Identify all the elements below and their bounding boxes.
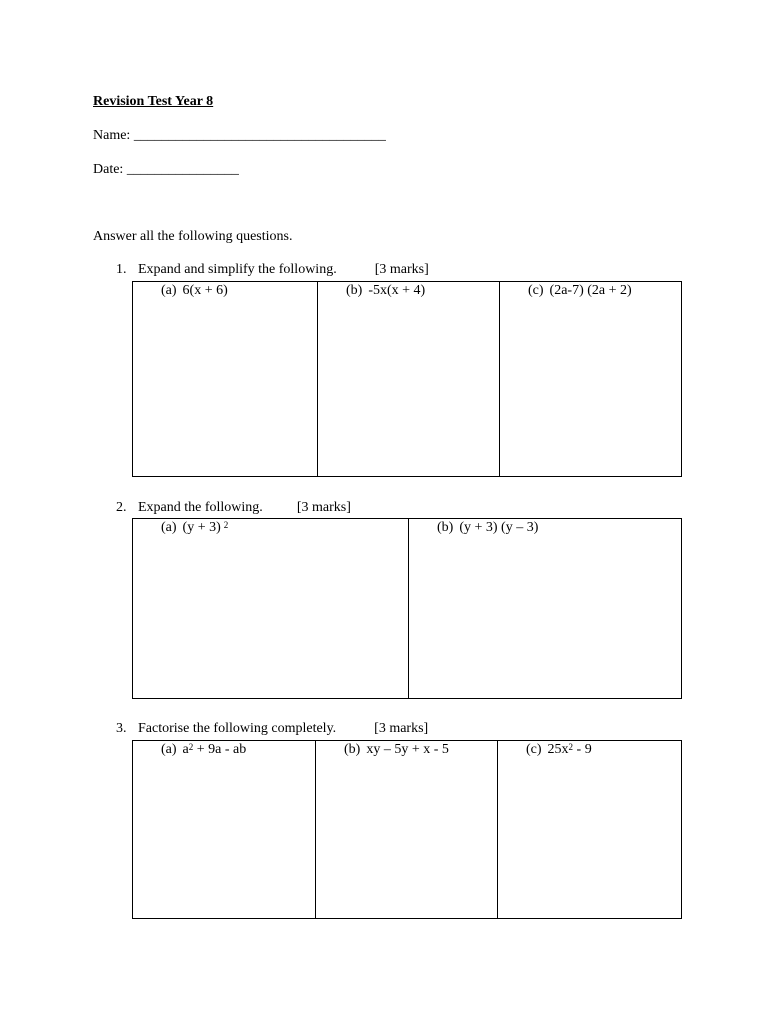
question-2-answer-grid — [132, 518, 682, 699]
date-field: Date: ________________ — [93, 162, 239, 177]
part-expression: (y + 3) — [182, 520, 221, 535]
exponent: 2 — [188, 742, 194, 752]
part-label: (a) — [161, 283, 177, 298]
part-label: (a) — [161, 520, 177, 535]
question-text: Factorise the following completely. — [138, 721, 337, 736]
part-expression-rest: + 9a - ab — [193, 742, 247, 757]
question-1-heading — [116, 262, 429, 278]
answer-cell-2a[interactable] — [133, 519, 408, 698]
question-number: 3. — [116, 721, 127, 736]
part-expression: (2a-7) (2a + 2) — [549, 283, 632, 298]
exponent: 2 — [223, 520, 229, 530]
part-expression: -5x(x + 4) — [368, 283, 426, 298]
answer-cell-3a[interactable] — [133, 741, 315, 918]
answer-cell-1b[interactable] — [317, 282, 499, 476]
question-marks: [3 marks] — [374, 262, 429, 277]
page-title: Revision Test Year 8 — [93, 94, 214, 109]
answer-cell-3b[interactable] — [315, 741, 497, 918]
question-3-answer-grid — [132, 740, 682, 919]
question-3-heading — [116, 721, 428, 737]
part-expression: xy – 5y + x - 5 — [366, 742, 449, 757]
question-1-answer-grid — [132, 281, 682, 477]
question-number: 1. — [116, 262, 127, 277]
answer-cell-1c[interactable] — [499, 282, 681, 476]
part-label: (b) — [437, 520, 454, 535]
part-expression-base: 25x — [547, 742, 569, 757]
question-marks: [3 marks] — [296, 500, 351, 515]
question-number: 2. — [116, 500, 127, 515]
part-label: (b) — [344, 742, 361, 757]
exponent: 2 — [568, 742, 574, 752]
part-expression: 6(x + 6) — [182, 283, 228, 298]
answer-cell-3c[interactable] — [497, 741, 681, 918]
part-label: (c) — [528, 283, 544, 298]
part-expression: (y + 3) (y – 3) — [459, 520, 539, 535]
question-2-heading — [116, 500, 351, 516]
answer-cell-2b[interactable] — [408, 519, 681, 698]
answer-cell-1a[interactable] — [133, 282, 317, 476]
question-text: Expand and simplify the following. — [138, 262, 337, 277]
part-expression-rest: - 9 — [573, 742, 592, 757]
part-label: (b) — [346, 283, 363, 298]
part-label: (a) — [161, 742, 177, 757]
part-expression-base: a — [182, 742, 189, 757]
question-marks: [3 marks] — [374, 721, 429, 736]
question-text: Expand the following. — [138, 500, 263, 515]
name-field: Name: ____________________________________ — [93, 128, 386, 143]
part-label: (c) — [526, 742, 542, 757]
instructions: Answer all the following questions. — [93, 229, 293, 244]
